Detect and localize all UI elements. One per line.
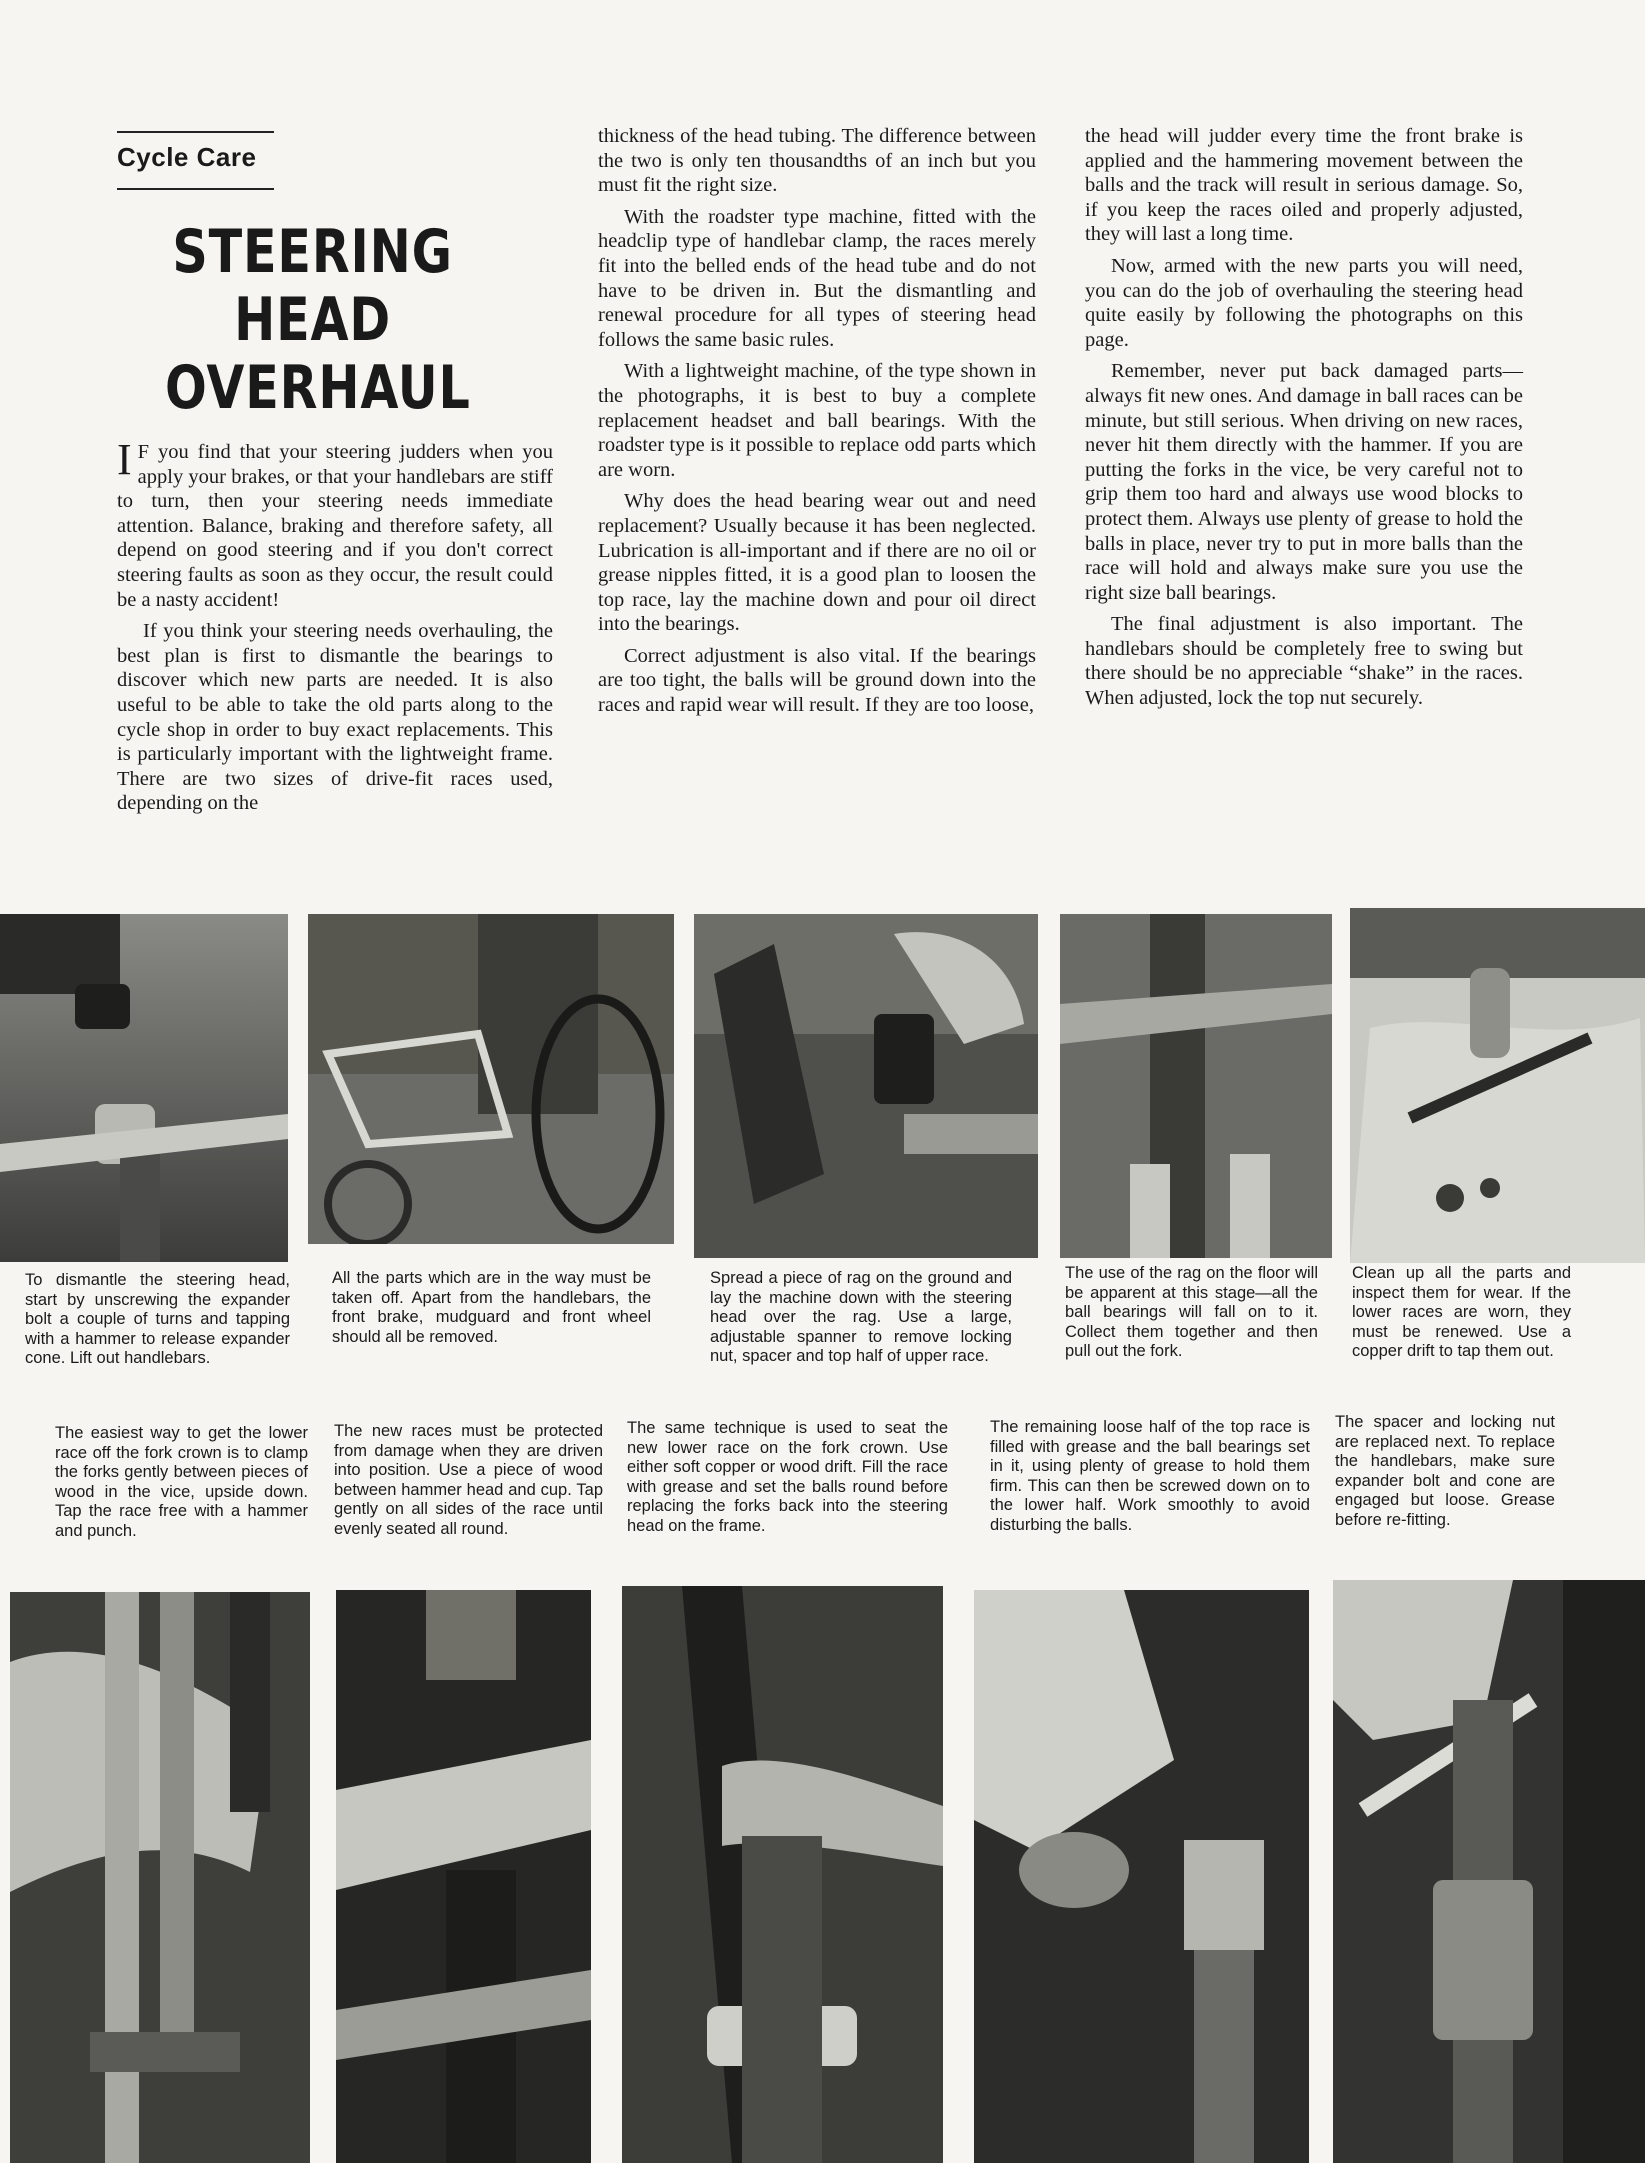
section-label: Cycle Care bbox=[117, 142, 257, 172]
photo-ball-race-grease bbox=[974, 1590, 1309, 2163]
photo-head-tube-race bbox=[622, 1586, 943, 2163]
photo-caption: All the parts which are in the way must be taken off. Apart from the handlebars, the front brake, mudguard and front wheel should all be removed. bbox=[332, 1269, 651, 1346]
paragraph: The final adjustment is also important. The handlebars should be completely free to swing but there should be no appreciable “shake” in the races. When adjusted, lock the top nut securely. bbox=[1085, 613, 1523, 710]
paragraph: Now, armed with the new parts you will need, you can do the job of overhauling the steering head quite easily by following the photographs on this page. bbox=[1085, 254, 1523, 351]
title-line: STEERING bbox=[172, 217, 453, 287]
section-rule-top bbox=[117, 131, 274, 133]
photo-caption: The easiest way to get the lower race off the fork crown is to clamp the forks gently between pieces of wood in the vice, upside down. Tap the race free with a hammer and punch. bbox=[55, 1424, 308, 1540]
photo-caption: The new races must be protected from damage when they are driven into position. Use a piece of wood between hammer head and cup. Tap gently on all sides of the race until evenly seated all round. bbox=[334, 1422, 603, 1538]
body-column-1 bbox=[117, 435, 553, 823]
title-line: HEAD bbox=[234, 285, 392, 355]
paragraph: With a lightweight machine, of the type shown in the photographs, it is best to buy a complete replacement headset and ball bearings. With the roadster type is it possible to replace odd parts which are worn. bbox=[598, 360, 1036, 481]
paragraph: Remember, never put back damaged parts—always fit new ones. And damage in ball races can be minute, but still serious. When driving on new races, never hit them directly with the hammer. If you are putting the forks in the vice, be very careful not to grip them too hard and always use wood blocks to protect them. Always use plenty of grease to hold the balls in place, never try to put in more balls than the race will hold and always make sure you use the right size ball bearings. bbox=[1085, 360, 1523, 604]
photo-caption: The remaining loose half of the top race is filled with grease and the ball bearings set in it, using plenty of grease to hold them firm. This can then be screwed down on to the lower half. Work smoothly to avoid disturbing the balls. bbox=[990, 1418, 1310, 1534]
paragraph: If you think your steering needs overhauling, the best plan is first to dismantle the bearings to discover which new parts are needed. It is also useful to be able to take the old parts along to the cycle shop in order to buy exact replacements. This is particularly important with the lightweight frame. There are two sizes of drive-fit races used, depending on the bbox=[117, 620, 553, 815]
paragraph: the head will judder every time the front brake is applied and the hammering movement between the balls and the track will result in serious damage. So, if you keep the races oiled and properly adjusted, they will last a long time. bbox=[1085, 125, 1523, 246]
paragraph: thickness of the head tubing. The difference between the two is only ten thousandths of an inch but you must fit the right size. bbox=[598, 125, 1036, 197]
photo-fork-in-vice bbox=[10, 1592, 310, 2163]
title-line: OVERHAUL bbox=[165, 353, 471, 423]
photo-caption: The spacer and locking nut are replaced next. To replace the handlebars, make sure expander bolt and cone are engaged but loose. Grease before re-fitting. bbox=[1335, 1413, 1555, 1529]
photo-fork-removal bbox=[1060, 914, 1332, 1258]
body-column-3 bbox=[1085, 124, 1523, 718]
paragraph: Why does the head bearing wear out and need replacement? Usually because it has been neglected. Lubrication is all-important and if there are no oil or grease nipples fitted, it is a good plan to loosen the top race, lay the machine down and pour oil direct into the bearings. bbox=[598, 490, 1036, 636]
body-column-2 bbox=[598, 124, 1036, 725]
photo-locking-nut bbox=[1333, 1580, 1645, 2163]
paragraph: Correct adjustment is also vital. If the bearings are too tight, the balls will be ground down into the races and rapid wear will result. If they are too loose, bbox=[598, 644, 1036, 717]
page-title bbox=[165, 217, 471, 423]
photo-caption: Spread a piece of rag on the ground and lay the machine down with the steering head over the rag. Use a large, adjustable spanner to remove locking nut, spacer and top half of upper race. bbox=[710, 1269, 1012, 1365]
photo-parts-on-rag bbox=[1350, 908, 1645, 1263]
drop-cap: I bbox=[117, 435, 132, 484]
photo-hammer-handlebars bbox=[0, 914, 288, 1262]
paragraph: I F you find that your steering judders when you apply your brakes, or that your handlebars are stiff to turn, then your steering needs immediate attention. Balance, braking and therefore safety, all depend on good steering and if you don't correct steering faults as soon as they occur, the result could be a nasty accident! bbox=[117, 435, 553, 611]
photo-caption: The use of the rag on the floor will be apparent at this stage—all the ball bearings will fall on to it. Collect them together and then pull out the fork. bbox=[1065, 1264, 1318, 1360]
photo-caption: To dismantle the steering head, start by unscrewing the expander bolt a couple of turns and tapping with a hammer to release expander cone. Lift out handlebars. bbox=[25, 1271, 290, 1367]
photo-adjustable-spanner bbox=[694, 914, 1038, 1258]
photo-hammer-wood-block bbox=[336, 1590, 591, 2163]
section-rule-bottom bbox=[117, 188, 274, 190]
paragraph: With the roadster type machine, fitted with the headclip type of handlebar clamp, the races merely fit into the belled ends of the head tube and do not have to be driven in. But the dismantling and renewal procedure for all types of steering head follows the same basic rules. bbox=[598, 205, 1036, 351]
photo-caption: The same technique is used to seat the new lower race on the fork crown. Use either soft copper or wood drift. Fill the race with grease and set the balls round before replacing the forks back into the steering head on the frame. bbox=[627, 1419, 948, 1535]
photo-caption: Clean up all the parts and inspect them for wear. If the lower races are worn, they must be renewed. Use a copper drift to tap them out. bbox=[1352, 1264, 1571, 1360]
photo-bicycle-frame bbox=[308, 914, 674, 1244]
